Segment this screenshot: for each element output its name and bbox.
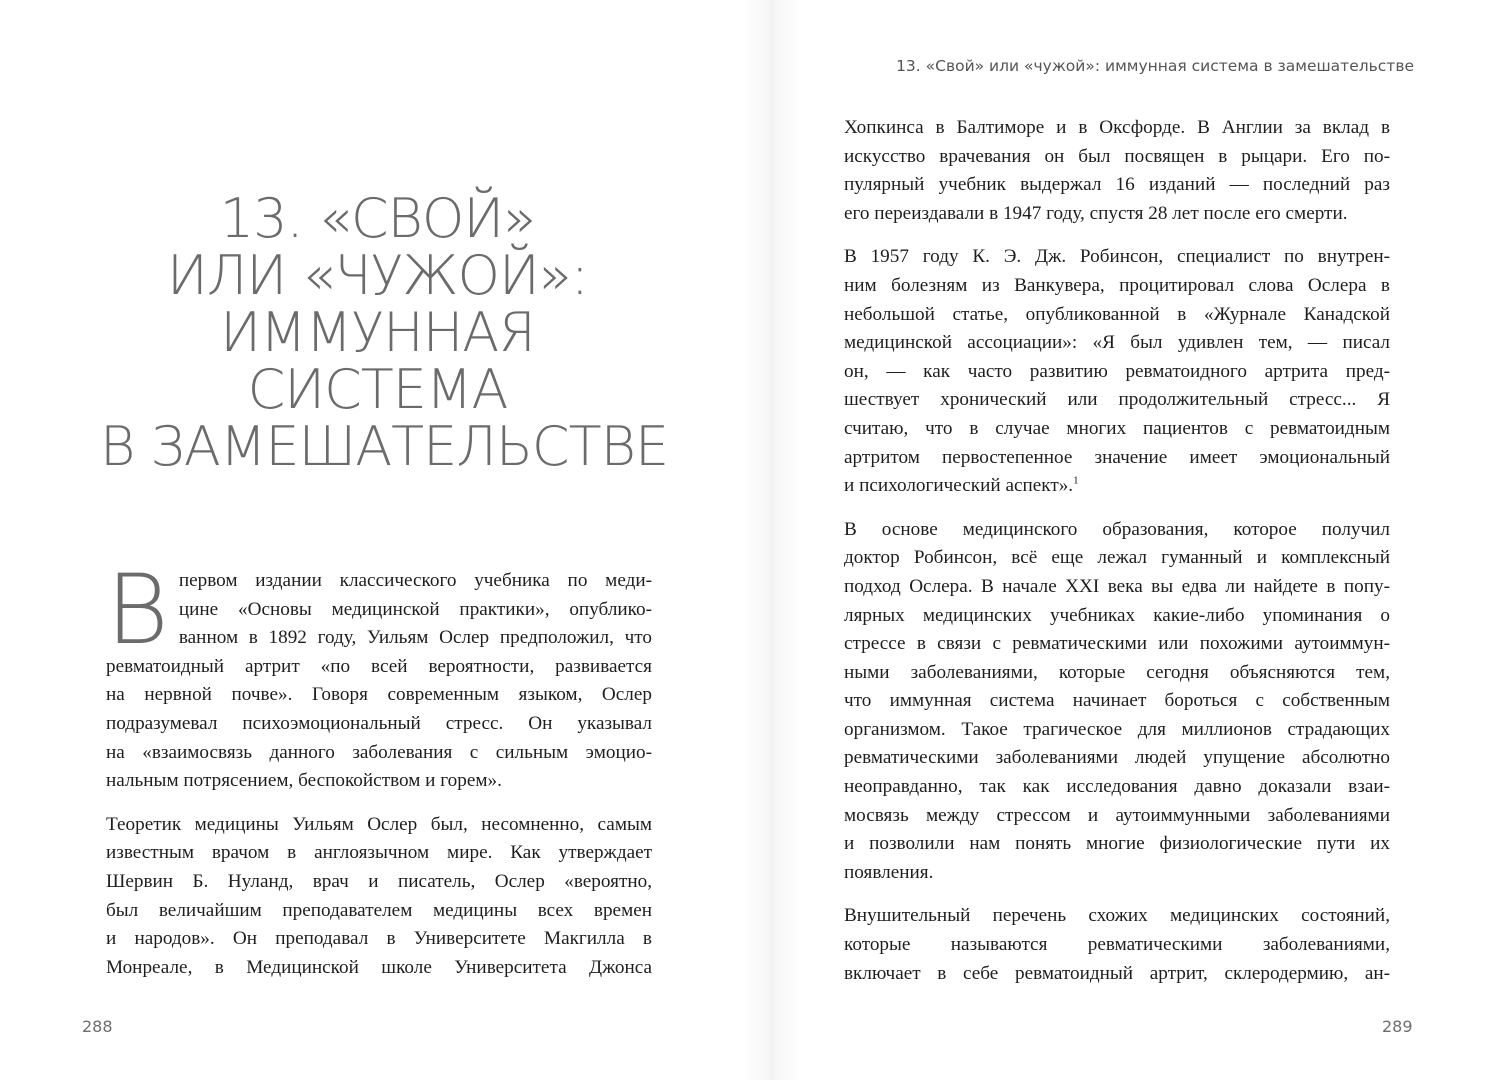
page-number-left: 288 (82, 1017, 113, 1036)
text-line: небольшой статье, опубликованной в «Журнале Канадской (844, 303, 1390, 325)
text-line: цине «Основы медицинской практики», опублико- (178, 598, 652, 620)
text-line: был величайшим преподавателем медицины всех времен (106, 899, 652, 921)
text-line: подход Ослера. В начале XXI века вы едва ли найдете в попу- (844, 575, 1390, 597)
text-line (844, 472, 1390, 501)
paragraph (844, 516, 1390, 888)
text-line: что иммунная система начинает бороться с собственным (844, 690, 1390, 712)
drop-cap: В (106, 554, 169, 666)
text-line: ванном в 1892 году, Уильям Ослер предположил, что (178, 627, 652, 649)
text-line: стрессе в связи с ревматическими или похожими аутоиммун- (844, 633, 1390, 655)
running-head: 13. «Свой» или «чужой»: иммунная система в замешательстве (896, 57, 1414, 75)
paragraph (844, 902, 1390, 988)
right-page-body (844, 114, 1390, 1003)
text-line: пулярный учебник выдержал 16 изданий — последний раз (844, 174, 1390, 196)
text-line: ными заболеваниями, которые сегодня объясняются тем, (844, 661, 1390, 683)
text-line: шествует хронический или продолжительный стресс... Я (844, 389, 1390, 411)
text-line: мосвязь между стрессом и аутоиммунными заболеваниями (844, 804, 1390, 826)
text-line: медицинской ассоциации»: «Я был удивлен тем, — писал (844, 332, 1390, 354)
text-line: лярных медицинских учебниках какие-либо упоминания о (844, 604, 1390, 626)
text-line: которые называются ревматическими заболеваниями, (844, 934, 1390, 956)
text-line: Шервин Б. Нуланд, врач и писатель, Ослер «вероятно, (106, 870, 652, 892)
text-line: на нервной почве». Говоря современным языком, Ослер (106, 684, 652, 706)
text-line: появления. (844, 861, 934, 883)
text-line: он, — как часто развитию ревматоидного артрита пред- (844, 360, 1390, 382)
paragraph (106, 554, 652, 796)
text-line: известным врачом в англоязычном мире. Как утверждает (106, 842, 652, 864)
text-line: артритом первостепенное значение имеет эмоциональный (844, 446, 1390, 468)
chapter-title-line: 13. «СВОЙ» (219, 187, 536, 250)
chapter-title-line: ИЛИ «ЧУЖОЙ»: (167, 244, 588, 307)
chapter-title-line: СИСТЕМА (247, 358, 508, 421)
text-line: доктор Робинсон, всё еще лежал гуманный и комплексный (844, 547, 1390, 569)
paragraph (844, 243, 1390, 500)
chapter-title-line: ИММУННАЯ (220, 301, 535, 364)
text-line: неоправданно, так как исследования давно доказали взаи- (844, 776, 1390, 798)
page-number-right: 289 (1382, 1017, 1413, 1036)
chapter-title (100, 187, 669, 478)
footnote-marker[interactable]: 1 (1073, 474, 1079, 487)
text-line: его переиздавали в 1947 году, спустя 28 лет после его смерти. (844, 202, 1348, 224)
text-line: считаю, что в случае многих пациентов с ревматоидным (844, 417, 1390, 439)
text-line: Монреале, в Медицинской школе Университета Джонса (106, 956, 652, 978)
text-line: на «взаимосвязь данного заболевания с сильным эмоцио- (106, 741, 652, 763)
text-line: и позволили нам понять многие физиологические пути их (844, 833, 1390, 855)
text-line: подразумевал психоэмоциональный стресс. Он указывал (106, 712, 652, 734)
text-line: искусство врачевания он был посвящен в рыцари. Его по- (844, 145, 1390, 167)
text-line: первом издании классического учебника по меди- (178, 570, 652, 591)
gutter-shadow (742, 0, 802, 1080)
chapter-title-line: В ЗАМЕШАТЕЛЬСТВЕ (100, 415, 669, 478)
text-line: Теоретик медицины Уильям Ослер был, несомненно, самым (106, 813, 652, 835)
paragraph (844, 114, 1390, 228)
text-line: Хопкинса в Балтиморе и в Оксфорде. В Англии за вклад в (844, 117, 1390, 138)
text-line: ревматоидный артрит «по всей вероятности, развивается (106, 655, 652, 677)
text-line-content: и психологический аспект». (844, 475, 1074, 497)
text-line: и народов». Он преподавал в Университете Макгилла в (106, 928, 652, 950)
text-line: В основе медицинского образования, которое получил (844, 518, 1390, 540)
text-line: Внушительный перечень схожих медицинских состояний, (844, 905, 1390, 927)
text-line: ним болезням из Ванкувера, процитировал слова Ослера в (844, 274, 1390, 296)
text-line: ревматическими заболеваниями людей упущение абсолютно (844, 747, 1390, 769)
text-line: включает в себе ревматоидный артрит, склеродермию, ан- (844, 962, 1390, 984)
text-line: нальным потрясением, беспокойством и горем». (106, 770, 502, 792)
paragraph (106, 811, 652, 983)
text-line: В 1957 году К. Э. Дж. Робинсон, специалист по внутрен- (844, 246, 1390, 268)
text-line: организмом. Такое трагическое для миллионов страдающих (844, 718, 1390, 740)
left-page-body (106, 554, 652, 997)
